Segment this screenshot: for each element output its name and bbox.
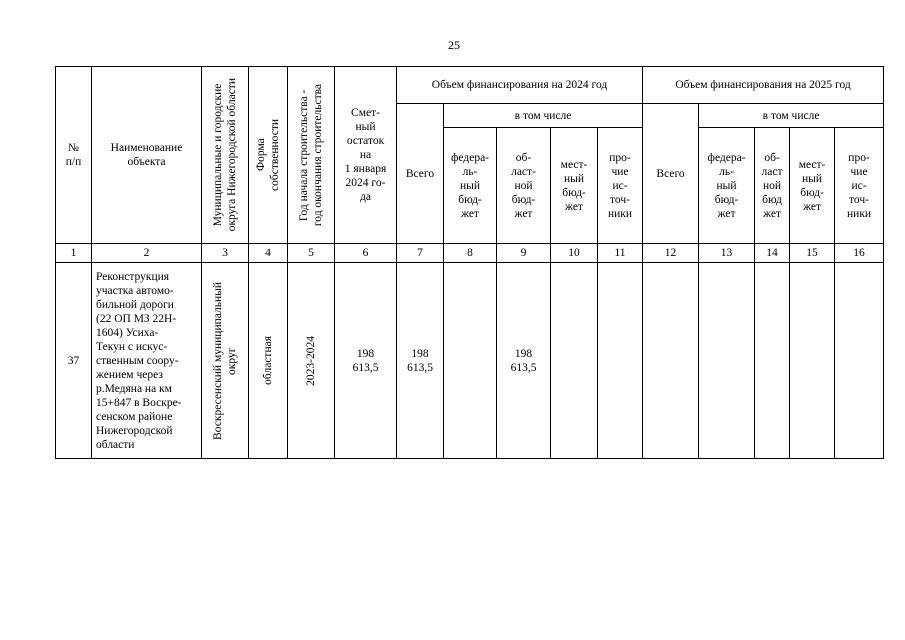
column-number: 3 <box>202 244 249 263</box>
other-2025-value <box>835 263 884 459</box>
column-number: 9 <box>497 244 551 263</box>
estimate-balance-value: 198 613,5 <box>335 263 397 459</box>
header-estimate-balance: Смет- ный остаток на 1 января 2024 го- да <box>335 67 397 244</box>
column-number: 8 <box>444 244 497 263</box>
local-2024-value <box>551 263 598 459</box>
table-row <box>56 263 884 459</box>
federal-2024-value <box>444 263 497 459</box>
district-name: Воскресенский муниципальный округ <box>202 263 249 459</box>
column-number: 11 <box>598 244 643 263</box>
header-regional-2025: об- ласт ной бюд жет <box>755 128 790 244</box>
header-other-2025: про- чие ис- точ- ники <box>835 128 884 244</box>
header-federal-2025: федера- ль- ный бюд- жет <box>699 128 755 244</box>
other-2024-value <box>598 263 643 459</box>
column-number: 13 <box>699 244 755 263</box>
header-local-2025: мест- ный бюд- жет <box>790 128 835 244</box>
header-regional-2024: об- ласт- ной бюд- жет <box>497 128 551 244</box>
local-2025-value <box>790 263 835 459</box>
total-2025-value <box>643 263 699 459</box>
page-number: 25 <box>448 38 460 52</box>
construction-financing-table <box>55 66 884 459</box>
header-total-2024: Всего <box>397 104 444 244</box>
column-number: 16 <box>835 244 884 263</box>
regional-2025-value <box>755 263 790 459</box>
object-name: Реконструкция участка автомо- бильной дороги (22 ОП МЗ 22Н- 1604) Усиха- Текун с искус- ственным соору- жением через р.Медяна на км 15+847 в Воскре- сенском районе Нижегородской области <box>92 263 202 459</box>
header-ownership-form: Форма собственности <box>249 67 288 244</box>
header-construction-years: Год начала строительства - год окончания строительства <box>288 67 335 244</box>
ownership-form: областная <box>249 263 288 459</box>
federal-2025-value <box>699 263 755 459</box>
header-federal-2024: федера- ль- ный бюд- жет <box>444 128 497 244</box>
column-number: 6 <box>335 244 397 263</box>
header-local-2024: мест- ный бюд- жет <box>551 128 598 244</box>
header-row-top <box>56 67 884 104</box>
header-financing-2025: Объем финансирования на 2025 год <box>643 67 884 104</box>
header-including-2024: в том числе <box>444 104 643 128</box>
header-number: № п/п <box>56 67 92 244</box>
column-number: 15 <box>790 244 835 263</box>
header-other-2024: про- чие ис- точ- ники <box>598 128 643 244</box>
column-number: 14 <box>755 244 790 263</box>
row-number: 37 <box>56 263 92 459</box>
header-including-2025: в том числе <box>699 104 884 128</box>
header-object-name: Наименование объекта <box>92 67 202 244</box>
column-number: 5 <box>288 244 335 263</box>
column-number: 10 <box>551 244 598 263</box>
column-number: 12 <box>643 244 699 263</box>
regional-2024-value: 198 613,5 <box>497 263 551 459</box>
column-number: 4 <box>249 244 288 263</box>
column-number: 2 <box>92 244 202 263</box>
construction-years: 2023-2024 <box>288 263 335 459</box>
header-total-2025: Всего <box>643 104 699 244</box>
column-numbers-row <box>56 244 884 263</box>
header-districts: Муниципальные и городские округа Нижегородской области <box>202 67 249 244</box>
header-financing-2024: Объем финансирования на 2024 год <box>397 67 643 104</box>
column-number: 7 <box>397 244 444 263</box>
column-number: 1 <box>56 244 92 263</box>
total-2024-value: 198 613,5 <box>397 263 444 459</box>
